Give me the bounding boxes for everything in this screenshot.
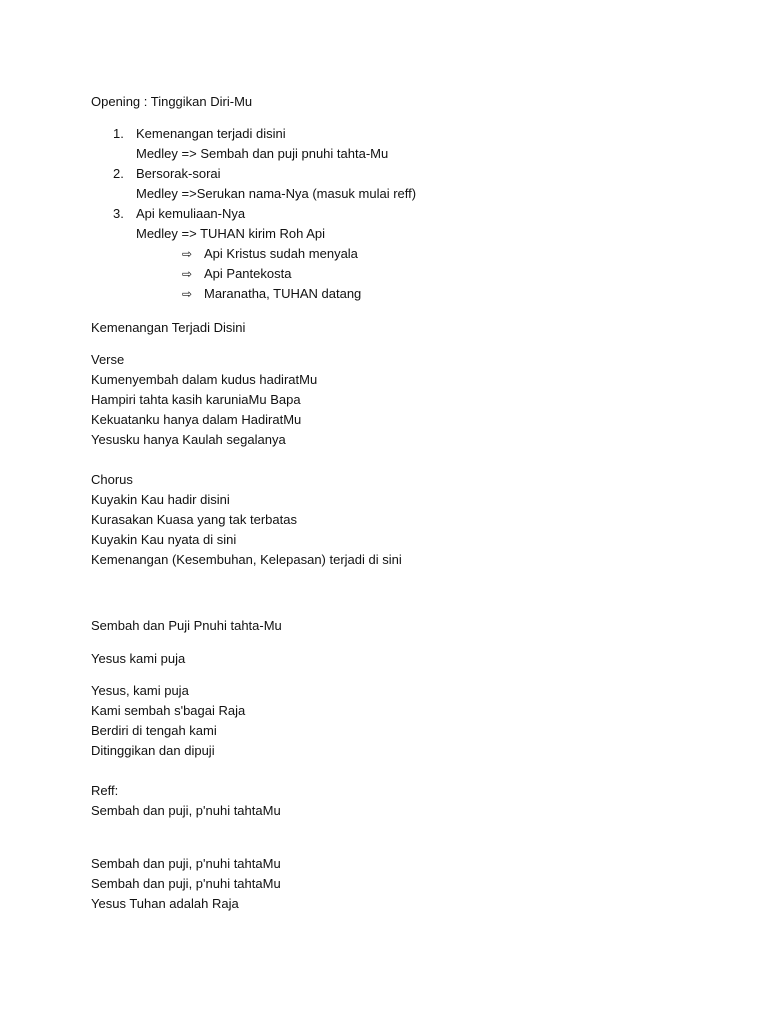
list-item-medley: Medley => TUHAN kirim Roh Api: [136, 226, 326, 241]
lyric-line: Berdiri di tengah kami: [91, 723, 217, 738]
list-number: 2.: [113, 166, 124, 181]
lyric-line: Kuyakin Kau nyata di sini: [91, 532, 237, 547]
lyric-line: Kumenyembah dalam kudus hadiratMu: [91, 372, 318, 387]
sub-bullet-text: Api Pantekosta: [204, 266, 292, 281]
arrow-right-icon: ⇨: [182, 287, 193, 301]
sub-bullet-text: Api Kristus sudah menyala: [204, 246, 358, 261]
list-item-title: Bersorak-sorai: [136, 166, 221, 181]
lyric-line: Ditinggikan dan dipuji: [91, 743, 215, 758]
verse-label: Verse: [91, 352, 125, 367]
song-title: Kemenangan Terjadi Disini: [91, 320, 246, 335]
lyric-line: Hampiri tahta kasih karuniaMu Bapa: [91, 392, 301, 407]
lyric-line: Sembah dan puji, p'nuhi tahtaMu: [91, 876, 281, 891]
lyric-line: Kuyakin Kau hadir disini: [91, 492, 230, 507]
lyric-line: Kemenangan (Kesembuhan, Kelepasan) terjadi di sini: [91, 552, 402, 567]
lyric-line: Sembah dan puji, p'nuhi tahtaMu: [91, 803, 281, 818]
arrow-right-icon: ⇨: [182, 247, 193, 261]
lyric-line: Yesusku hanya Kaulah segalanya: [91, 432, 286, 447]
reff-label: Reff:: [91, 783, 119, 798]
lyric-line: Kami sembah s'bagai Raja: [91, 703, 246, 718]
list-number: 3.: [113, 206, 124, 221]
lyric-line: Sembah dan puji, p'nuhi tahtaMu: [91, 856, 281, 871]
song-title: Sembah dan Puji Pnuhi tahta-Mu: [91, 618, 282, 633]
opening-title: Opening : Tinggikan Diri-Mu: [91, 94, 253, 109]
song-subtitle: Yesus kami puja: [91, 651, 186, 666]
list-item-title: Api kemuliaan-Nya: [136, 206, 246, 221]
lyric-line: Kekuatanku hanya dalam HadiratMu: [91, 412, 302, 427]
list-item-medley: Medley => Sembah dan puji pnuhi tahta-Mu: [136, 146, 389, 161]
list-item-title: Kemenangan terjadi disini: [136, 126, 286, 141]
sub-bullet-text: Maranatha, TUHAN datang: [204, 286, 362, 301]
list-item-medley: Medley =>Serukan nama-Nya (masuk mulai reff): [136, 186, 417, 201]
lyric-line: Yesus, kami puja: [91, 683, 189, 698]
chorus-label: Chorus: [91, 472, 133, 487]
list-number: 1.: [113, 126, 124, 141]
arrow-right-icon: ⇨: [182, 267, 193, 281]
lyric-line: Yesus Tuhan adalah Raja: [91, 896, 239, 911]
lyric-line: Kurasakan Kuasa yang tak terbatas: [91, 512, 297, 527]
